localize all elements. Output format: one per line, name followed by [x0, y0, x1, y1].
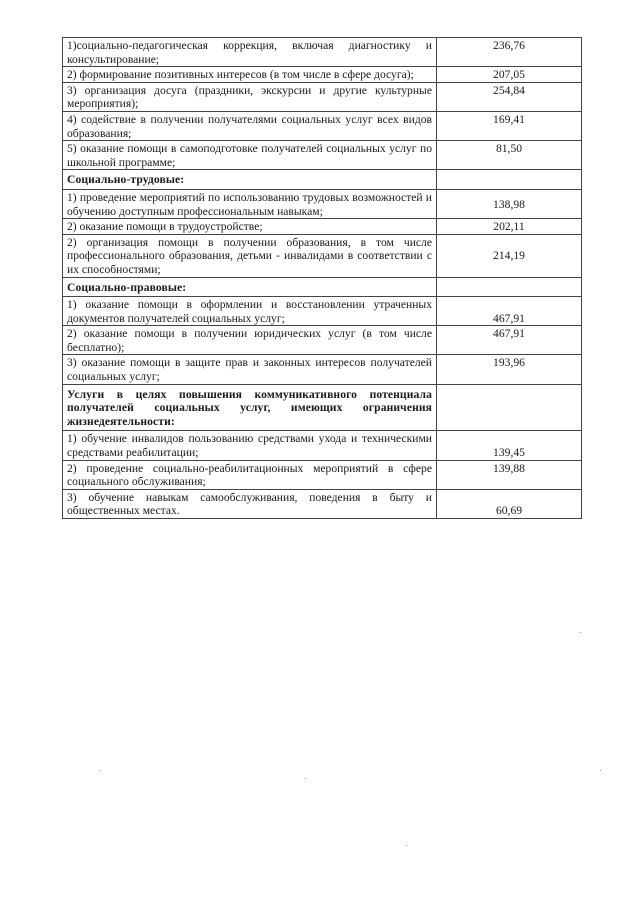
service-price: 60,69 [437, 489, 582, 518]
table-row [63, 111, 582, 140]
section-header-row [63, 384, 582, 431]
service-price: 139,88 [437, 460, 582, 489]
section-value-cell [437, 277, 582, 297]
table-row [63, 326, 582, 355]
service-price: 139,45 [437, 431, 582, 460]
service-description: 5) оказание помощи в самоподготовке получателей социальных услуг по школьной программе; [63, 141, 437, 170]
table-row [63, 82, 582, 111]
table-row [63, 189, 582, 218]
service-description: 4) содействие в получении получателями социальных услуг всех видов образования; [63, 111, 437, 140]
scan-speck [305, 778, 306, 779]
scan-speck [600, 770, 601, 771]
table-row [63, 431, 582, 460]
service-description: 2) формирование позитивных интересов (в том числе в сфере досуга); [63, 67, 437, 83]
table-row [63, 67, 582, 83]
service-price: 138,98 [437, 189, 582, 218]
table-row [63, 234, 582, 277]
section-value-cell [437, 170, 582, 190]
service-description: 2) оказание помощи в получении юридических услуг (в том числе бесплатно); [63, 326, 437, 355]
scan-speck [100, 770, 101, 771]
service-description: 1) оказание помощи в оформлении и восстановлении утраченных документов получателей социальных услуг; [63, 297, 437, 326]
service-price: 202,11 [437, 219, 582, 235]
service-price: 169,41 [437, 111, 582, 140]
table-row [63, 489, 582, 518]
section-header-row [63, 277, 582, 297]
service-price: 207,05 [437, 67, 582, 83]
service-description: 3) обучение навыкам самообслуживания, поведения в быту и общественных местах. [63, 489, 437, 518]
service-description: 2) организация помощи в получении образования, в том числе профессионального образования, детьми - инвалидами в соответствии с их способностями; [63, 234, 437, 277]
services-price-table [62, 37, 582, 519]
service-description: 3) организация досуга (праздники, экскурсии и другие культурные мероприятия); [63, 82, 437, 111]
service-description: 1) обучение инвалидов пользованию средствами ухода и техническими средствами реабилитации; [63, 431, 437, 460]
service-description: 1) проведение мероприятий по использованию трудовых возможностей и обучению доступным профессиональным навыкам; [63, 189, 437, 218]
section-value-cell [437, 384, 582, 431]
table-body [63, 38, 582, 519]
section-title: Услуги в целях повышения коммуникативного потенциала получателей социальных услуг, имеющих ограничения жизнедеятельности: [63, 384, 437, 431]
table-row [63, 219, 582, 235]
service-price: 193,96 [437, 355, 582, 384]
service-price: 254,84 [437, 82, 582, 111]
service-price: 214,19 [437, 234, 582, 277]
service-price: 467,91 [437, 297, 582, 326]
table-row [63, 355, 582, 384]
service-description: 2) оказание помощи в трудоустройстве; [63, 219, 437, 235]
table-row [63, 38, 582, 67]
service-price: 467,91 [437, 326, 582, 355]
section-title: Социально-правовые: [63, 277, 437, 297]
service-description: 1)социально-педагогическая коррекция, включая диагностику и консультирование; [63, 38, 437, 67]
service-price: 236,76 [437, 38, 582, 67]
table-row [63, 141, 582, 170]
section-title: Социально-трудовые: [63, 170, 437, 190]
section-header-row [63, 170, 582, 190]
service-description: 2) проведение социально-реабилитационных мероприятий в сфере социального обслуживания; [63, 460, 437, 489]
scan-speck [580, 632, 581, 633]
table-row [63, 297, 582, 326]
table-row [63, 460, 582, 489]
service-price: 81,50 [437, 141, 582, 170]
scan-speck [406, 845, 407, 846]
service-description: 3) оказание помощи в защите прав и законных интересов получателей социальных услуг; [63, 355, 437, 384]
